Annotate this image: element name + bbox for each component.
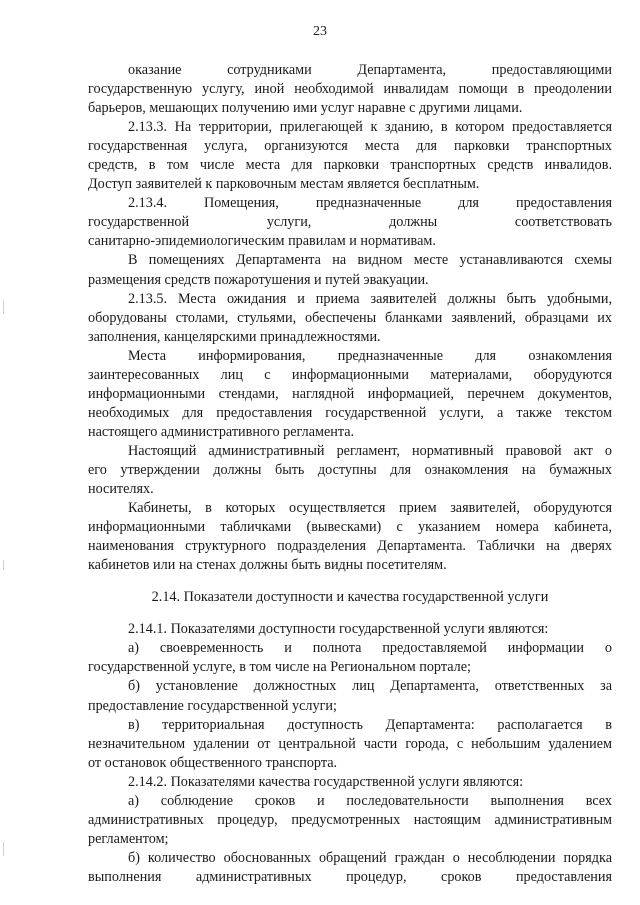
- text-line: административных процедур, предусмотренных настоящим административным: [88, 811, 612, 828]
- text-line: необходимых для предоставления государственной услуги, а также текстом: [88, 404, 612, 421]
- text-line: 2.13.5. Места ожидания и приема заявителей должны быть удобными,: [128, 290, 612, 307]
- text-line: а) соблюдение сроков и последовательности выполнения всех: [128, 792, 612, 809]
- text-line: его утверждении должны быть доступны для ознакомления на бумажных: [88, 461, 612, 478]
- text-line: заполнения, канцелярскими принадлежностями.: [88, 328, 381, 345]
- page-number: 23: [313, 24, 327, 39]
- text-line: государственную услугу, иной необходимой инвалидам помощи в преодолении: [88, 81, 612, 98]
- text-line: государственной услуги, должны соответствовать: [88, 214, 612, 231]
- text-line: санитарно-эпидемиологическим правилам и нормативам.: [88, 233, 436, 250]
- text-line: от остановок общественного транспорта.: [88, 754, 338, 771]
- text-line: Кабинеты, в которых осуществляется прием заявителей, оборудуются: [128, 500, 612, 517]
- document-body: [88, 61, 612, 887]
- paragraph-spacer: [88, 575, 612, 588]
- text-line: носителях.: [88, 481, 154, 498]
- text-line: выполнения административных процедур, сроков предоставления: [88, 868, 612, 885]
- text-line: 2.13.4. Помещения, предназначенные для предоставления: [128, 195, 612, 212]
- text-line: кабинетов или на стенах должны быть видны посетителям.: [88, 557, 447, 574]
- text-line: настоящего административного регламента.: [88, 423, 355, 440]
- text-line: 2.13.3. На территории, прилегающей к зданию, в котором предоставляется: [128, 119, 612, 136]
- text-line: оборудованы столами, стульями, обеспечены бланками заявлений, образцами их: [88, 309, 612, 326]
- text-line: размещения средств пожаротушения и путей эвакуации.: [88, 271, 429, 288]
- text-line: регламентом;: [88, 830, 169, 847]
- text-line: в) территориальная доступность Департамента: располагается в: [128, 716, 612, 733]
- text-line: наименования структурного подразделения Департамента. Таблички на дверях: [88, 538, 612, 555]
- text-line: незначительном удалении от центральной части города, с небольшим удалением: [88, 735, 612, 752]
- paragraph-spacer: [88, 607, 612, 620]
- text-line: информационными табличками (вывесками) с указанием номера кабинета,: [88, 519, 612, 536]
- text-line: а) своевременность и полнота предоставляемой информации о: [128, 640, 612, 657]
- text-line: оказание сотрудниками Департамента, предоставляющими: [128, 62, 612, 78]
- text-line: заинтересованных лиц с информационными материалами, оборудуются: [88, 366, 612, 383]
- text-line: средств, в том числе места для парковки транспортных средств инвалидов.: [88, 157, 612, 174]
- section-heading: 2.14. Показатели доступности и качества государственной услуги: [151, 589, 549, 606]
- scan-edge-mark: [3, 300, 4, 314]
- text-line: б) установление должностных лиц Департамента, ответственных за: [128, 678, 612, 695]
- text-line: Доступ заявителей к парковочным местам является бесплатным.: [88, 176, 480, 193]
- text-line: барьеров, мешающих получению ими услуг наравне с другими лицами.: [88, 100, 523, 117]
- text-line: б) количество обоснованных обращений граждан о несоблюдении порядка: [128, 849, 612, 866]
- scan-edge-mark: [3, 842, 4, 856]
- text-line: Места информирования, предназначенные для ознакомления: [128, 347, 612, 364]
- text-line: 2.14.1. Показателями доступности государственной услуги являются:: [128, 621, 549, 638]
- text-line: информационными стендами, наглядной информацией, перечнем документов,: [88, 385, 612, 402]
- text-line: государственной услуге, в том числе на Региональном портале;: [88, 659, 471, 676]
- text-line: В помещениях Департамента на видном месте устанавливаются схемы: [128, 252, 612, 269]
- text-line: Настоящий административный регламент, нормативный правовой акт о: [128, 442, 612, 459]
- scan-edge-mark: [3, 560, 4, 570]
- text-line: 2.14.2. Показателями качества государственной услуги являются:: [128, 773, 524, 790]
- text-line: государственная услуга, организуются места для парковки транспортных: [88, 138, 612, 155]
- text-line: предоставление государственной услуги;: [88, 697, 337, 714]
